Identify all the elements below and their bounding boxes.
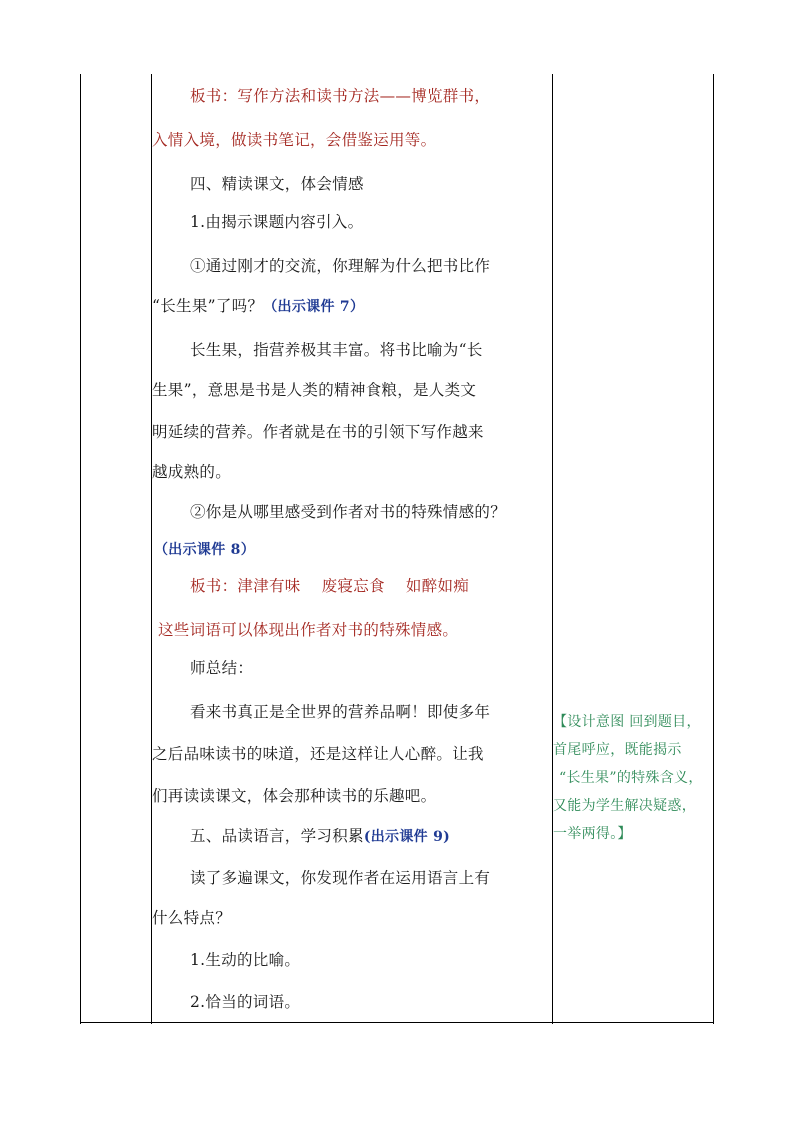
design-intent-line4: 又能为学生解决疑惑， — [553, 798, 696, 814]
table-border-bottom — [80, 1022, 714, 1023]
question-3-line1: 读了多遍课文，你发现作者在运用语言上有 — [190, 869, 491, 887]
section-5-heading — [190, 826, 450, 847]
table-border-left — [80, 74, 81, 1024]
answer-1-line2: 生果”，意思是书是人类的精神食粮，是人类文 — [152, 381, 477, 399]
design-intent-line2: 首尾呼应，既能揭示 — [553, 742, 682, 758]
design-intent-line1: 【设计意图 回到题目， — [553, 714, 701, 730]
design-intent-line3: “长生果”的特殊含义， — [559, 770, 703, 786]
question-1-line2 — [152, 296, 364, 317]
step-1: 1.由揭示课题内容引入。 — [190, 213, 364, 231]
courseware-ref-7: （出示课件 7） — [263, 299, 365, 315]
blackboard-note-1-line1: 板书：写作方法和读书方法——博览群书， — [190, 87, 491, 105]
courseware-ref-8: （出示课件 8） — [154, 542, 256, 558]
summary-line3: 们再读读课文，体会那种读书的乐趣吧。 — [152, 787, 437, 805]
emotion-note: 这些词语可以体现出作者对书的特殊情感。 — [158, 621, 459, 639]
answer-1-line1: 长生果，指营养极其丰富。将书比喻为“长 — [190, 341, 483, 359]
section-4-heading: 四、精读课文，体会情感 — [190, 175, 364, 193]
design-intent-line5: 一举两得。】 — [553, 826, 632, 842]
point-2: 2.恰当的词语。 — [190, 993, 301, 1011]
question-2-line1: ②你是从哪里感受到作者对书的特殊情感的？ — [190, 503, 507, 521]
teacher-summary-label: 师总结： — [190, 659, 254, 677]
design-intent-cell — [553, 74, 713, 1022]
answer-1-line4: 越成熟的。 — [152, 463, 232, 481]
question-3-line2: 什么特点？ — [152, 909, 232, 927]
table-border-right — [713, 74, 714, 1024]
answer-1-line3: 明延续的营养。作者就是在书的引领下写作越来 — [152, 423, 484, 441]
section-5-text: 五、品读语言，学习积累 — [190, 827, 364, 845]
question-1-line1: ①通过刚才的交流，你理解为什么把书比作 — [190, 257, 491, 275]
blackboard-note-2: 板书：津津有味 废寝忘食 如醉如痴 — [190, 577, 470, 595]
courseware-ref-9: (出示课件 9) — [363, 829, 451, 845]
teaching-process-cell — [152, 74, 552, 1022]
question-1-text: “长生果”了吗？ — [152, 297, 264, 315]
summary-line1: 看来书真正是全世界的营养品啊！即使多年 — [190, 703, 491, 721]
point-1: 1.生动的比喻。 — [190, 951, 301, 969]
summary-line2: 之后品味读书的味道，还是这样让人心醉。让我 — [152, 745, 484, 763]
blackboard-note-1-line2: 入情入境，做读书笔记，会借鉴运用等。 — [152, 131, 437, 149]
